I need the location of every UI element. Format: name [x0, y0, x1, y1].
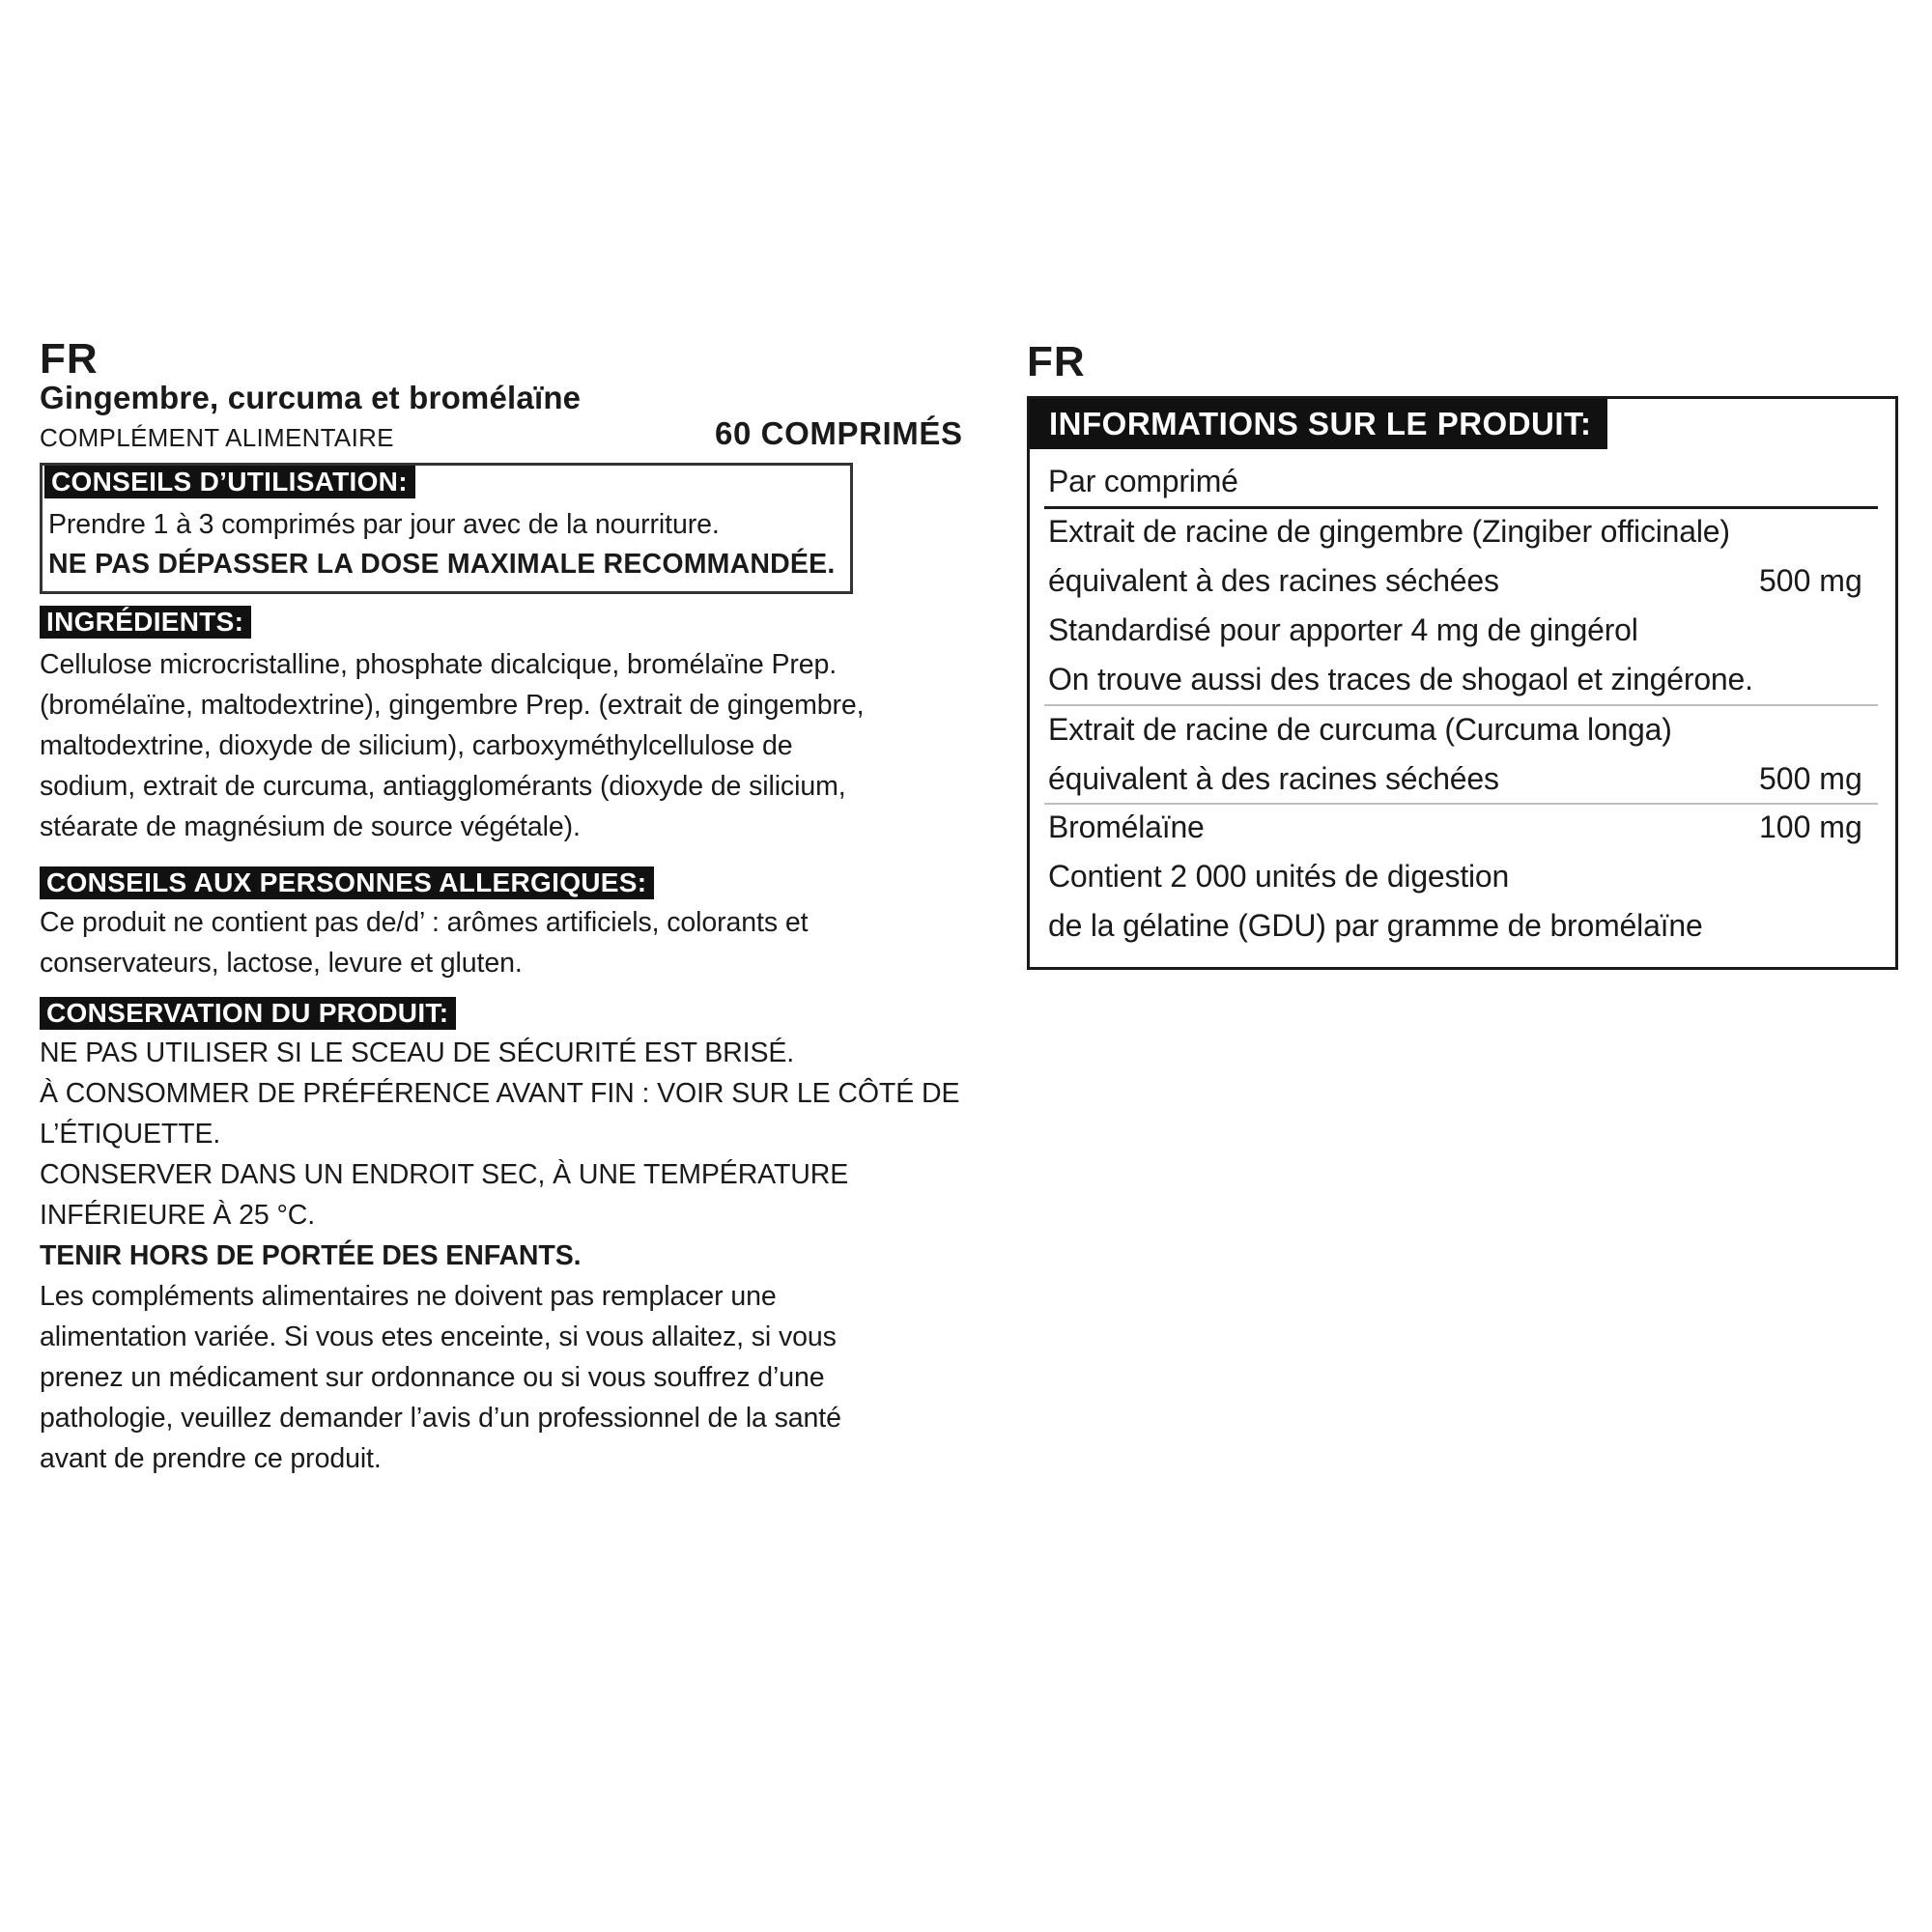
storage-line: À CONSOMMER DE PRÉFÉRENCE AVANT FIN : VOIR SUR LE CÔTÉ DE: [40, 1078, 960, 1109]
storage-line: L’ÉTIQUETTE.: [40, 1119, 221, 1150]
ginger-name: Extrait de racine de gingembre (Zingiber officinale): [1048, 514, 1730, 549]
ginger-amount: 500 mg: [1759, 563, 1862, 598]
allergy-line: conservateurs, lactose, levure et gluten.: [40, 948, 523, 979]
storage-line: INFÉRIEURE À 25 °C.: [40, 1200, 316, 1231]
ginger-traces: On trouve aussi des traces de shogaol et zingérone.: [1048, 662, 1753, 696]
product-info-panel: [1027, 396, 1898, 970]
language-code-left: FR: [40, 335, 99, 383]
per-unit-label: Par comprimé: [1048, 464, 1238, 498]
usage-warning: NE PAS DÉPASSER LA DOSE MAXIMALE RECOMMANDÉE.: [48, 549, 836, 580]
ingredients-text: [40, 644, 864, 847]
bromelain-name: Bromélaïne: [1048, 810, 1205, 844]
usage-heading: CONSEILS D’UTILISATION:: [44, 466, 415, 498]
allergy-heading: CONSEILS AUX PERSONNES ALLERGIQUES:: [40, 867, 654, 899]
ingredients-heading: INGRÉDIENTS:: [40, 606, 251, 639]
storage-line: CONSERVER DANS UN ENDROIT SEC, À UNE TEMPÉRATURE: [40, 1159, 849, 1190]
storage-heading: CONSERVATION DU PRODUIT:: [40, 997, 456, 1030]
allergy-line: Ce produit ne contient pas de/d’ : arômes artificiels, colorants et: [40, 907, 809, 938]
turmeric-equivalent: équivalent à des racines séchées: [1048, 761, 1499, 796]
turmeric-amount: 500 mg: [1759, 761, 1862, 796]
storage-line: avant de prendre ce produit.: [40, 1443, 382, 1474]
product-category: COMPLÉMENT ALIMENTAIRE: [40, 423, 394, 452]
ingredients-line: sodium, extrait de curcuma, antiagglomérants (dioxyde de silicium,: [40, 771, 846, 802]
ginger-equivalent: équivalent à des racines séchées: [1048, 563, 1499, 598]
storage-warning: TENIR HORS DE PORTÉE DES ENFANTS.: [40, 1240, 582, 1271]
allergy-text: [40, 902, 808, 983]
ingredients-line: (bromélaïne, maltodextrine), gingembre Prep. (extrait de gingembre,: [40, 690, 865, 721]
ingredients-line: maltodextrine, dioxyde de silicium), carboxyméthylcellulose de: [40, 730, 793, 761]
ginger-standardized: Standardisé pour apporter 4 mg de gingérol: [1048, 612, 1638, 647]
storage-line: prenez un médicament sur ordonnance ou si vous souffrez d’une: [40, 1362, 825, 1393]
product-name: Gingembre, curcuma et bromélaïne: [40, 380, 582, 415]
storage-line: pathologie, veuillez demander l’avis d’un professionnel de la santé: [40, 1403, 841, 1434]
language-code-right: FR: [1027, 338, 1086, 385]
bromelain-gdu: Contient 2 000 unités de digestion: [1048, 859, 1510, 894]
usage-advice-box: [40, 463, 853, 594]
tablet-count: 60 COMPRIMÉS: [715, 415, 963, 451]
ingredients-line: stéarate de magnésium de source végétale).: [40, 811, 581, 842]
bromelain-gdu-detail: de la gélatine (GDU) par gramme de bromélaïne: [1048, 908, 1703, 943]
usage-line: Prendre 1 à 3 comprimés par jour avec de la nourriture.: [48, 509, 720, 540]
storage-text: [40, 1033, 959, 1479]
storage-line: Les compléments alimentaires ne doivent pas remplacer une: [40, 1281, 777, 1312]
bromelain-amount: 100 mg: [1759, 810, 1862, 844]
turmeric-name: Extrait de racine de curcuma (Curcuma longa): [1048, 712, 1672, 747]
storage-line: NE PAS UTILISER SI LE SCEAU DE SÉCURITÉ EST BRISÉ.: [40, 1037, 795, 1068]
product-info-heading: INFORMATIONS SUR LE PRODUIT:: [1030, 399, 1607, 449]
storage-line: alimentation variée. Si vous etes enceinte, si vous allaitez, si vous: [40, 1321, 837, 1352]
ingredients-line: Cellulose microcristalline, phosphate dicalcique, bromélaïne Prep.: [40, 649, 838, 680]
